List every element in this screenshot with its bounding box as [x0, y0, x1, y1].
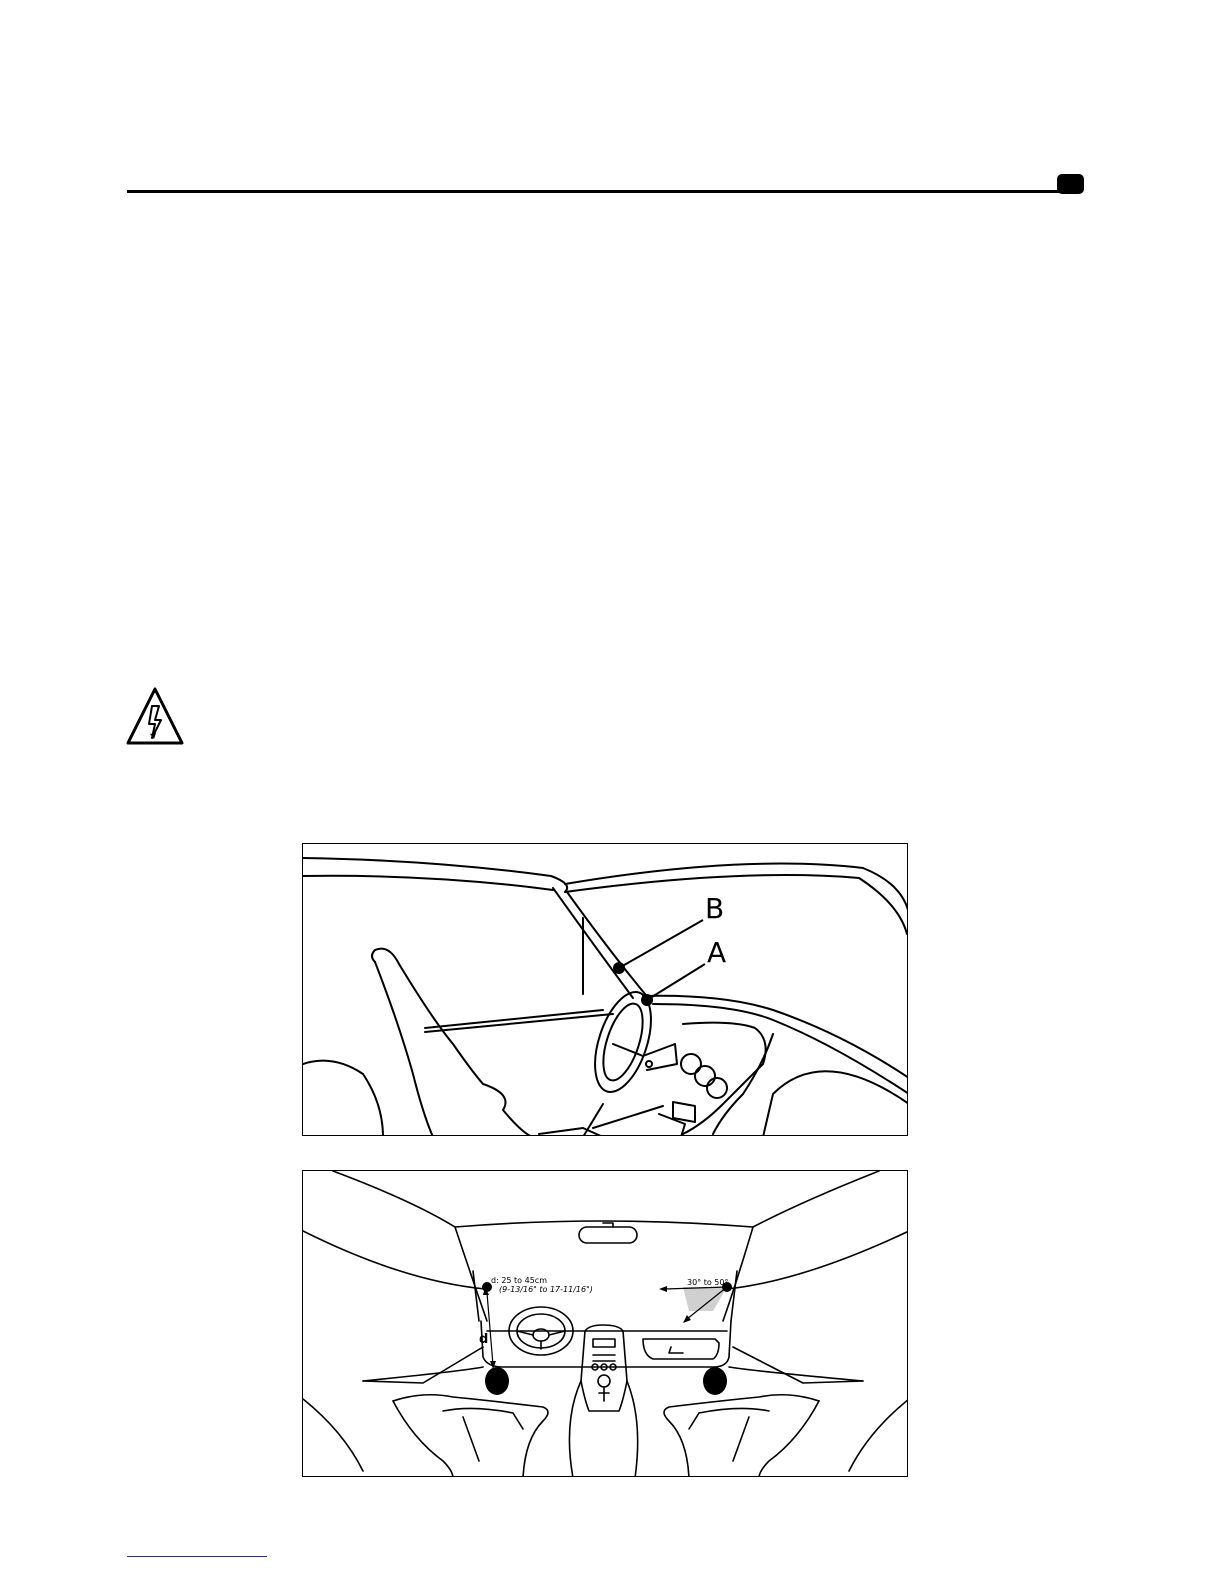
figure-front-view [302, 1170, 908, 1477]
footer-rule [127, 1556, 267, 1557]
label-b: B [705, 892, 725, 925]
label-a: A [707, 936, 727, 969]
header-rule [127, 190, 1063, 193]
angle-label: 30° to 50° [687, 1278, 729, 1287]
car-interior-side-view [303, 844, 908, 1136]
distance-label: d: 25 to 45cm [491, 1276, 547, 1285]
distance-label-imperial: (9-13/16" to 17-11/16") [499, 1285, 593, 1294]
d-label: d [479, 1332, 489, 1347]
figure-side-view [302, 843, 908, 1136]
page-tab-marker [1057, 174, 1084, 194]
electric-shock-warning-icon [125, 686, 185, 746]
car-interior-front-view [303, 1171, 908, 1477]
